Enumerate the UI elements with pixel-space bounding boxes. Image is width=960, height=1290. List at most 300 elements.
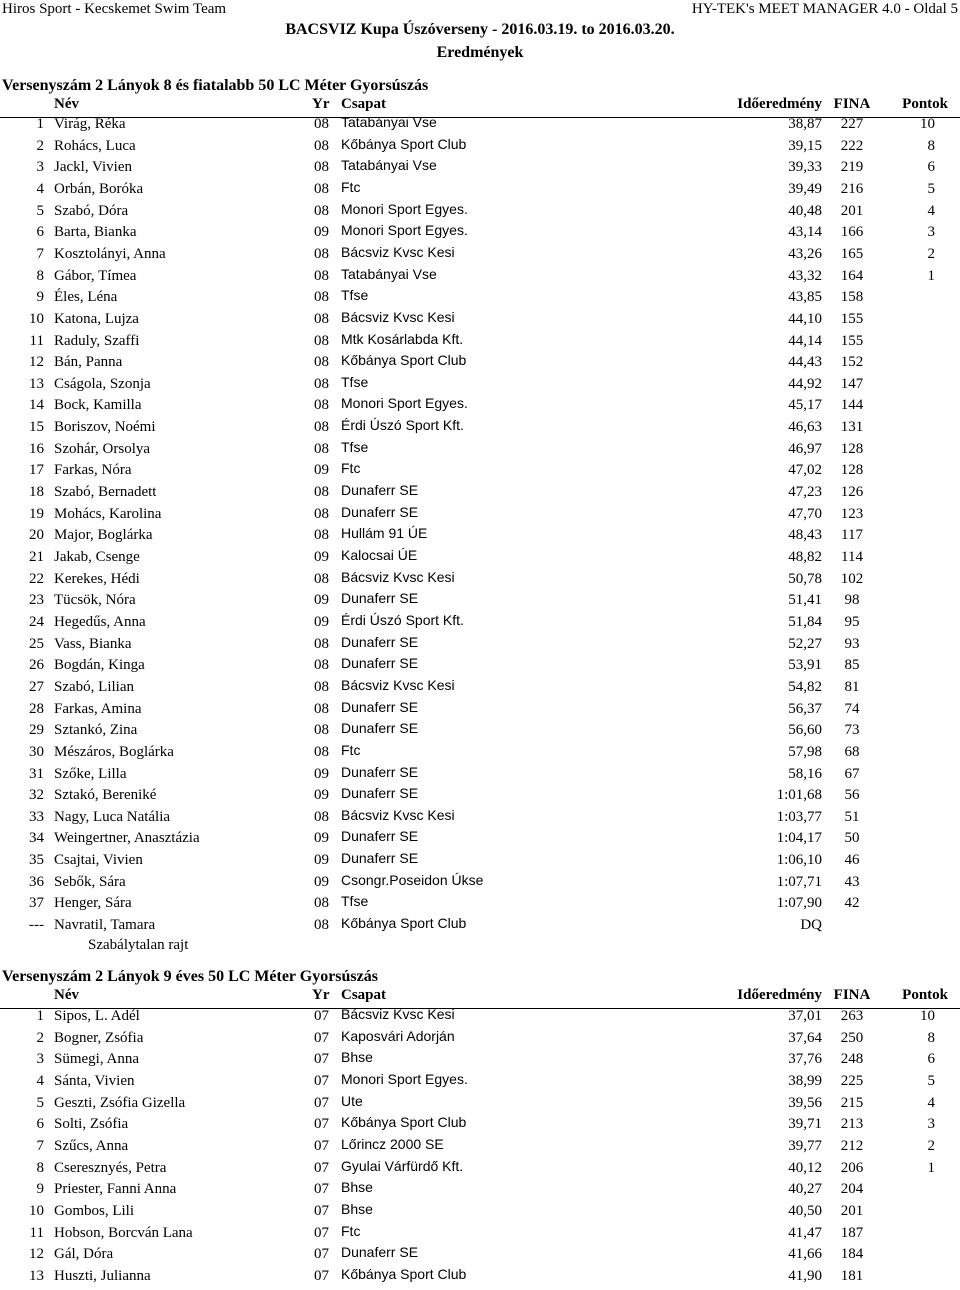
place-cell: 9 [36, 1181, 44, 1198]
result-row [0, 611, 960, 635]
meet-points: 10 [920, 116, 935, 132]
result-row [0, 135, 960, 159]
result-row [0, 871, 960, 895]
swimmer-name: Weingertner, Anasztázia [54, 830, 200, 847]
club-name-cell: Dunaferr SE [341, 655, 419, 672]
meet-points: 6 [927, 1051, 935, 1068]
result-time: 47,70 [788, 505, 822, 522]
swimmer-name: Virág, Réka [54, 116, 126, 132]
fina-points: 204 [840, 1181, 864, 1198]
result-row [0, 852, 960, 873]
result-row [0, 592, 960, 613]
result-time: 44,14 [788, 332, 822, 349]
fina-points: 213 [840, 1116, 864, 1133]
meet-points: 4 [927, 202, 935, 219]
club-name-cell: Hullám 91 ÚE [341, 525, 428, 542]
birth-year: 08 [314, 678, 329, 695]
fina-points: 147 [840, 375, 864, 392]
result-time: 39,33 [788, 159, 822, 176]
place-cell: 13 [29, 1267, 44, 1284]
club-name-cell: Dunaferr SE [341, 633, 419, 650]
col-fina-header: FINA [833, 987, 871, 1003]
fina-points: 81 [844, 678, 860, 695]
place-cell: 17 [29, 462, 44, 479]
result-time: 54,82 [788, 678, 822, 695]
place-cell: 19 [29, 505, 44, 522]
fina-points: 181 [840, 1267, 864, 1284]
birth-year: 09 [314, 852, 329, 869]
place-cell: 6 [36, 224, 44, 241]
fina-points: 212 [840, 1137, 864, 1154]
birth-year: 07 [314, 1159, 329, 1176]
birth-year: 07 [314, 1137, 329, 1154]
result-row [0, 1135, 960, 1159]
result-row [0, 722, 960, 743]
meet-points: 10 [920, 1008, 935, 1024]
result-row [0, 462, 960, 483]
club-name-cell: Bácsviz Kvsc Kesi [341, 308, 455, 325]
club-name-cell: Dunaferr SE [341, 1244, 419, 1261]
birth-year: 07 [314, 1094, 329, 1111]
club-name-cell: Kőbánya Sport Club [341, 135, 467, 152]
result-time: 39,77 [788, 1137, 822, 1154]
swimmer-name: Sztakó, Bereniké [54, 787, 157, 804]
software-page-label: HY-TEK's MEET MANAGER 4.0 - Oldal 5 [691, 1, 958, 17]
col-name-header: Név [54, 987, 79, 1003]
result-time: 56,60 [788, 722, 822, 739]
place-cell: 16 [29, 440, 44, 457]
swimmer-name: Mészáros, Boglárka [54, 743, 174, 760]
meet-points: 3 [927, 1116, 935, 1133]
fina-points: 227 [840, 116, 864, 132]
fina-points: 102 [840, 570, 864, 587]
swimmer-name: Hobson, Borcván Lana [54, 1224, 193, 1241]
meet-points: 2 [927, 245, 935, 262]
birth-year: 08 [314, 267, 329, 284]
result-row [0, 308, 960, 332]
birth-year: 08 [314, 917, 329, 934]
fina-points: 128 [840, 462, 864, 479]
birth-year: 08 [314, 743, 329, 760]
swimmer-name: Katona, Lujza [54, 310, 139, 327]
birth-year: 07 [314, 1202, 329, 1219]
birth-year: 08 [314, 570, 329, 587]
club-name-cell: Tatabányai Vse [341, 114, 437, 130]
result-time: 51,41 [788, 592, 822, 609]
col-time-header: Időeredmény [737, 987, 822, 1003]
result-time: 43,85 [788, 289, 822, 306]
fina-points: 74 [844, 700, 860, 717]
result-row [0, 633, 960, 657]
swimmer-name: Priester, Fanni Anna [54, 1181, 177, 1198]
result-row [0, 243, 960, 267]
club-name-cell: Dunaferr SE [341, 850, 419, 867]
club-name-cell: Kőbánya Sport Club [341, 352, 467, 369]
result-row [0, 787, 960, 808]
place-cell: 23 [29, 592, 44, 609]
result-time: 37,01 [788, 1008, 822, 1024]
place-cell: 31 [29, 765, 44, 782]
result-time: 40,50 [788, 1202, 822, 1219]
place-cell: 26 [29, 657, 44, 674]
meet-title: BACSVIZ Kupa Úszóverseny - 2016.03.19. to 2016.03.20. [285, 21, 675, 38]
swimmer-name: Raduly, Szaffi [54, 332, 140, 349]
club-name-cell: Lőrincz 2000 SE [341, 1135, 444, 1152]
club-name-cell: Bácsviz Kvsc Kesi [341, 676, 455, 693]
birth-year: 09 [314, 613, 329, 630]
place-cell: 12 [29, 1246, 44, 1263]
fina-points: 126 [840, 484, 864, 501]
swimmer-name: Szűcs, Anna [54, 1137, 129, 1154]
place-cell: 30 [29, 743, 44, 760]
swimmer-name: Boriszov, Noémi [54, 419, 156, 436]
place-cell: 3 [36, 1051, 44, 1068]
birth-year: 08 [314, 484, 329, 501]
birth-year: 08 [314, 202, 329, 219]
birth-year: 07 [314, 1267, 329, 1284]
col-yr-header: Yr [312, 987, 330, 1003]
birth-year: 08 [314, 180, 329, 197]
swimmer-name: Mohács, Karolina [54, 505, 162, 522]
result-time: 38,99 [788, 1072, 822, 1089]
result-time: 38,87 [788, 116, 822, 132]
birth-year: 09 [314, 462, 329, 479]
swimmer-name: Jackl, Vivien [54, 159, 132, 176]
birth-year: 09 [314, 830, 329, 847]
result-row [0, 354, 960, 375]
birth-year: 08 [314, 440, 329, 457]
club-name-cell: Bhse [341, 1049, 373, 1066]
result-row [0, 1246, 960, 1267]
meet-points: 1 [927, 1159, 935, 1176]
place-cell: 10 [29, 1202, 44, 1219]
meet-points: 4 [927, 1094, 935, 1111]
fina-points: 263 [840, 1008, 864, 1024]
swimmer-name: Sánta, Vivien [54, 1072, 135, 1089]
swimmer-name: Sipos, L. Adél [54, 1008, 140, 1024]
swimmer-name: Szabó, Bernadett [54, 484, 157, 501]
result-time: 50,78 [788, 570, 822, 587]
fina-points: 68 [844, 743, 860, 760]
fina-points: 219 [840, 159, 864, 176]
swimmer-name: Cseresznyés, Petra [54, 1159, 167, 1176]
result-time: 43,26 [788, 245, 822, 262]
result-time: 40,48 [788, 202, 822, 219]
swimmer-name: Szohár, Orsolya [54, 440, 151, 457]
place-cell: 11 [29, 1224, 44, 1241]
birth-year: 08 [314, 808, 329, 825]
swimmer-name: Bock, Kamilla [54, 397, 142, 414]
place-cell: 20 [29, 527, 44, 544]
birth-year: 09 [314, 592, 329, 609]
place-cell: 13 [29, 375, 44, 392]
fina-points: 166 [840, 224, 864, 241]
result-time: 40,12 [788, 1159, 822, 1176]
club-name-cell: Tatabányai Vse [341, 157, 437, 174]
birth-year: 07 [314, 1072, 329, 1089]
fina-points: 95 [844, 613, 860, 630]
result-time: 40,27 [788, 1181, 822, 1198]
event-title: Versenyszám 2 Lányok 9 éves 50 LC Méter Gyorsúszás [2, 968, 378, 985]
result-time: 41,47 [788, 1224, 822, 1241]
results-subtitle: Eredmények [436, 44, 524, 61]
birth-year: 08 [314, 159, 329, 176]
result-row [0, 549, 960, 570]
place-cell: 29 [29, 722, 44, 739]
place-cell: 8 [36, 267, 44, 284]
fina-points: 114 [841, 549, 863, 565]
result-row [0, 116, 960, 137]
place-cell: 5 [36, 202, 44, 219]
birth-year: 08 [314, 722, 329, 739]
club-name-cell: Dunaferr SE [341, 482, 419, 499]
result-row [0, 741, 960, 765]
place-cell: 10 [29, 310, 44, 327]
dq-note: Szabálytalan rajt [88, 937, 189, 954]
result-time: 52,27 [788, 635, 822, 652]
result-row [0, 1070, 960, 1094]
fina-points: 85 [844, 657, 860, 674]
birth-year: 08 [314, 419, 329, 436]
club-name-cell: Kőbánya Sport Club [341, 1265, 467, 1282]
swimmer-name: Geszti, Zsófia Gizella [54, 1094, 186, 1111]
column-header-row [0, 96, 960, 118]
club-name-cell: Monori Sport Egyes. [341, 1070, 468, 1087]
swimmer-name: Kerekes, Hédi [54, 570, 140, 587]
swimmer-name: Nagy, Luca Natália [54, 808, 171, 825]
club-name-cell: Érdi Úszó Sport Kft. [341, 611, 464, 628]
swimmer-name: Kosztolányi, Anna [54, 245, 166, 262]
fina-points: 250 [840, 1029, 864, 1046]
meet-points: 3 [927, 224, 935, 241]
fina-points: 56 [844, 787, 860, 804]
result-time: 45,17 [788, 397, 822, 414]
place-cell: 28 [29, 700, 44, 717]
meet-points: 5 [927, 180, 935, 197]
place-cell: 11 [29, 332, 44, 349]
swimmer-name: Barta, Bianka [54, 224, 137, 241]
result-row [0, 289, 960, 310]
fina-points: 222 [840, 137, 864, 154]
birth-year: 08 [314, 116, 329, 132]
result-row [0, 178, 960, 202]
birth-year: 07 [314, 1029, 329, 1046]
birth-year: 08 [314, 375, 329, 392]
club-name-cell: Dunaferr SE [341, 828, 419, 845]
result-time: 43,14 [788, 224, 822, 241]
place-cell: 18 [29, 484, 44, 501]
result-time: 56,37 [788, 700, 822, 717]
result-time: 41,66 [788, 1246, 822, 1263]
result-time: 44,10 [788, 310, 822, 327]
place-cell: 7 [36, 245, 44, 262]
result-time: 1:01,68 [776, 787, 822, 804]
birth-year: 08 [314, 635, 329, 652]
place-cell: 32 [29, 787, 44, 804]
swimmer-name: Jakab, Csenge [54, 549, 140, 565]
result-row [0, 224, 960, 245]
result-row [0, 159, 960, 180]
swimmer-name: Bán, Panna [54, 354, 123, 371]
club-name-cell: Kalocsai ÚE [341, 547, 418, 563]
place-cell: 5 [36, 1094, 44, 1111]
result-time: 51,84 [788, 613, 822, 630]
swimmer-name: Gombos, Lili [54, 1202, 135, 1219]
place-cell: 2 [36, 137, 44, 154]
birth-year: 09 [314, 873, 329, 890]
result-row [0, 1051, 960, 1072]
col-points-header: Pontok [902, 987, 948, 1003]
result-time: 46,63 [788, 419, 822, 436]
fina-points: 73 [844, 722, 860, 739]
result-time: 37,64 [788, 1029, 822, 1046]
fina-points: 201 [840, 1202, 864, 1219]
result-row [0, 484, 960, 505]
club-name-cell: Dunaferr SE [341, 698, 419, 715]
result-row [0, 1181, 960, 1202]
birth-year: 09 [314, 765, 329, 782]
fina-points: 216 [840, 180, 864, 197]
club-name-cell: Ftc [341, 1222, 361, 1239]
result-row [0, 527, 960, 548]
result-row [0, 830, 960, 851]
swimmer-name: Szabó, Lilian [54, 678, 134, 695]
result-time: 1:07,71 [776, 873, 822, 890]
swimmer-name: Rohács, Luca [54, 137, 136, 154]
result-row [0, 419, 960, 440]
col-fina-header: FINA [833, 96, 871, 112]
result-time: 39,71 [788, 1116, 822, 1133]
club-name-cell: Kőbánya Sport Club [341, 1114, 467, 1131]
result-time: 43,32 [788, 267, 822, 284]
birth-year: 08 [314, 657, 329, 674]
result-time: 47,23 [788, 484, 822, 501]
place-cell: 36 [29, 873, 44, 890]
result-time: 39,15 [788, 137, 822, 154]
result-time: 48,82 [788, 549, 822, 565]
result-row [0, 568, 960, 592]
club-name: Hiros Sport - Kecskemet Swim Team [2, 1, 227, 17]
result-time: 39,56 [788, 1094, 822, 1111]
result-time: 46,97 [788, 440, 822, 457]
swimmer-name: Sebők, Sára [54, 873, 126, 890]
club-name-cell: Dunaferr SE [341, 720, 419, 737]
club-name-cell: Bácsviz Kvsc Kesi [341, 1006, 455, 1022]
birth-year: 07 [314, 1181, 329, 1198]
result-time: 39,49 [788, 180, 822, 197]
result-row [0, 1008, 960, 1029]
club-name-cell: Kaposvári Adorján [341, 1027, 455, 1044]
meet-points: 8 [927, 137, 935, 154]
place-cell: 7 [36, 1137, 44, 1154]
result-time: 1:06,10 [776, 852, 822, 869]
swimmer-name: Vass, Bianka [54, 635, 132, 652]
club-name-cell: Csongr.Poseidon Úkse [341, 871, 484, 888]
place-cell: 3 [36, 159, 44, 176]
club-name-cell: Kőbánya Sport Club [341, 915, 467, 932]
meet-points: 1 [927, 267, 935, 284]
fina-points: 67 [844, 765, 860, 782]
fina-points: 98 [844, 592, 860, 609]
birth-year: 08 [314, 354, 329, 371]
fina-points: 155 [840, 310, 864, 327]
club-name-cell: Bácsviz Kvsc Kesi [341, 806, 455, 823]
club-name-cell: Bácsviz Kvsc Kesi [341, 568, 455, 585]
result-row [0, 438, 960, 462]
club-name-cell: Tatabányai Vse [341, 265, 437, 282]
fina-points: 158 [840, 289, 864, 306]
club-name-cell: Dunaferr SE [341, 763, 419, 780]
col-name-header: Név [54, 96, 79, 112]
club-name-cell: Monori Sport Egyes. [341, 395, 468, 412]
place-cell: 34 [29, 830, 44, 847]
result-time: 58,16 [788, 765, 822, 782]
fina-points: 152 [840, 354, 864, 371]
club-name-cell: Gyulai Várfürdő Kft. [341, 1157, 464, 1174]
swimmer-name: Farkas, Amina [54, 700, 142, 717]
club-name-cell: Érdi Úszó Sport Kft. [341, 417, 464, 434]
fina-points: 215 [840, 1094, 864, 1111]
place-cell: 14 [29, 397, 44, 414]
place-cell: 6 [36, 1116, 44, 1133]
swimmer-name: Tücsök, Nóra [54, 592, 136, 609]
result-row [0, 265, 960, 289]
result-row [0, 806, 960, 830]
swimmer-name: Orbán, Boróka [54, 180, 144, 197]
meet-points: 2 [927, 1137, 935, 1154]
column-header-row [0, 987, 960, 1009]
fina-points: 201 [840, 202, 864, 219]
fina-points: 187 [840, 1224, 864, 1241]
fina-points: 131 [840, 419, 864, 436]
birth-year: 08 [314, 700, 329, 717]
birth-year: 08 [314, 289, 329, 306]
swimmer-name: Navratil, Tamara [54, 917, 156, 934]
birth-year: 09 [314, 549, 329, 565]
club-name-cell: Tfse [341, 373, 369, 390]
birth-year: 07 [314, 1051, 329, 1068]
birth-year: 08 [314, 527, 329, 544]
result-row [0, 657, 960, 678]
place-cell: 9 [36, 289, 44, 306]
fina-points: 117 [841, 527, 863, 544]
place-cell: 15 [29, 419, 44, 436]
place-cell: --- [29, 917, 44, 934]
club-name-cell: Monori Sport Egyes. [341, 200, 468, 217]
swimmer-name: Farkas, Nóra [54, 462, 132, 479]
result-row [0, 200, 960, 224]
result-row [0, 397, 960, 418]
fina-points: 123 [840, 505, 864, 522]
swimmer-name: Bogner, Zsófia [54, 1029, 144, 1046]
result-row [0, 503, 960, 527]
club-name-cell: Ftc [341, 460, 361, 477]
birth-year: 09 [314, 224, 329, 241]
birth-year: 08 [314, 895, 329, 912]
birth-year: 07 [314, 1246, 329, 1263]
result-row [0, 1027, 960, 1051]
fina-points: 225 [840, 1072, 864, 1089]
fina-points: 165 [840, 245, 864, 262]
swimmer-name: Gál, Dóra [54, 1246, 114, 1263]
swimmer-name: Hegedűs, Anna [54, 613, 146, 630]
meet-points: 5 [927, 1072, 935, 1089]
col-club-header: Csapat [341, 987, 387, 1003]
club-name-cell: Mtk Kosárlabda Kft. [341, 330, 464, 347]
event-title: Versenyszám 2 Lányok 8 és fiatalabb 50 LC Méter Gyorsúszás [2, 77, 429, 94]
col-points-header: Pontok [902, 96, 948, 112]
place-cell: 35 [29, 852, 44, 869]
